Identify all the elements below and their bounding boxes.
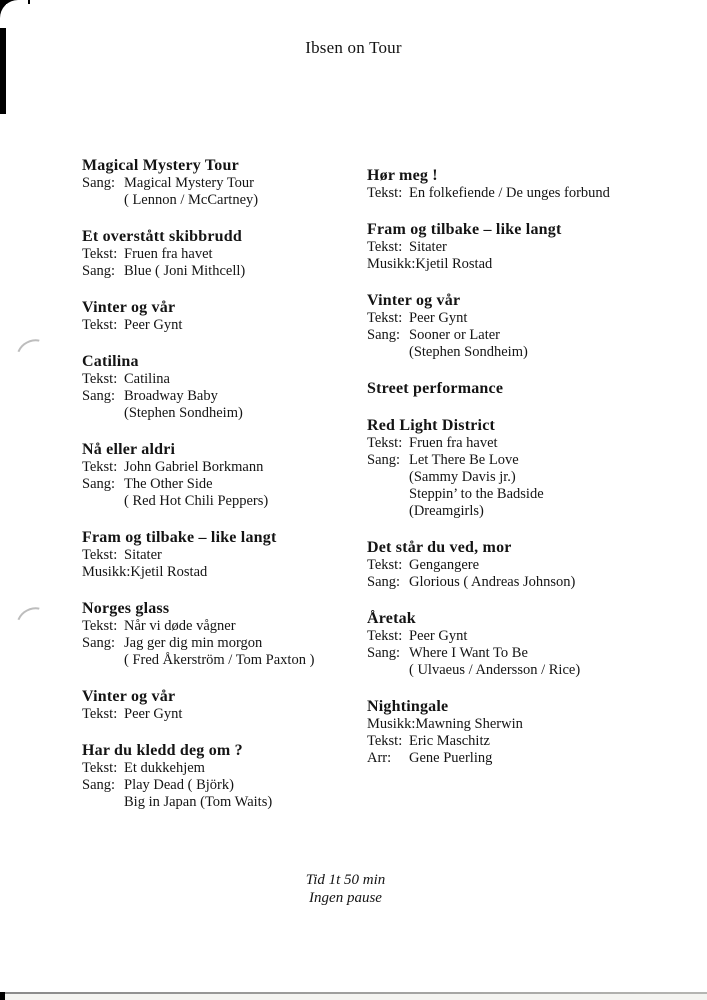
entry-title: Vinter og vår bbox=[82, 299, 176, 316]
section-heading bbox=[367, 379, 697, 398]
line-value: Play Dead ( Björk) bbox=[124, 777, 234, 793]
line-label: Tekst: bbox=[82, 706, 118, 722]
entry-line bbox=[82, 476, 382, 493]
program-entry bbox=[82, 687, 382, 723]
line-value: ( Fred Åkerström / Tom Paxton ) bbox=[124, 652, 315, 668]
entry-line bbox=[367, 185, 697, 202]
line-value: Sooner or Later bbox=[409, 327, 500, 343]
program-entry bbox=[82, 440, 382, 510]
line-label: Sang: bbox=[82, 263, 116, 279]
footer-duration: Tid 1t 50 min bbox=[305, 872, 386, 888]
line-label: Sang: bbox=[82, 175, 116, 191]
line-label: Sang: bbox=[367, 574, 401, 590]
entry-line bbox=[82, 371, 382, 388]
entry-line bbox=[367, 469, 697, 486]
line-value: Peer Gynt bbox=[124, 706, 183, 722]
entry-line bbox=[82, 388, 382, 405]
line-label: Tekst: bbox=[367, 185, 403, 201]
line-value: Kjetil Rostad bbox=[415, 256, 493, 272]
line-value: (Dreamgirls) bbox=[409, 503, 484, 519]
line-label: Arr: bbox=[367, 750, 392, 766]
line-label: Tekst: bbox=[82, 618, 118, 634]
entry-line bbox=[367, 452, 697, 469]
line-value: Broadway Baby bbox=[124, 388, 218, 404]
entry-title: Nå eller aldri bbox=[82, 441, 176, 458]
line-value: Kjetil Rostad bbox=[130, 564, 208, 580]
line-value: Når vi døde vågner bbox=[124, 618, 236, 634]
entry-title: Nightingale bbox=[367, 698, 449, 715]
program-entry bbox=[367, 697, 697, 767]
entry-line bbox=[82, 317, 382, 334]
entry-line bbox=[82, 493, 382, 510]
line-label: Sang: bbox=[367, 327, 401, 343]
entry-title: Norges glass bbox=[82, 600, 170, 617]
entry-title: Red Light District bbox=[367, 417, 496, 434]
line-label: Tekst: bbox=[367, 239, 403, 255]
line-value: Sitater bbox=[409, 239, 447, 255]
entry-line bbox=[82, 760, 382, 777]
line-label: Sang: bbox=[82, 476, 116, 492]
line-value: Peer Gynt bbox=[409, 628, 468, 644]
line-value: The Other Side bbox=[124, 476, 213, 492]
entry-line bbox=[367, 557, 697, 574]
entry-line bbox=[82, 618, 382, 635]
line-label: Tekst: bbox=[82, 246, 118, 262]
line-label: Musikk: bbox=[367, 716, 416, 732]
entry-line bbox=[367, 750, 697, 767]
entry-line bbox=[82, 777, 382, 794]
entry-title: Catilina bbox=[82, 353, 139, 370]
entry-title: Har du kledd deg om ? bbox=[82, 742, 243, 759]
entry-line bbox=[367, 344, 697, 361]
program-column-left bbox=[82, 156, 382, 829]
entry-title: Åretak bbox=[367, 610, 416, 627]
program-entry bbox=[367, 291, 697, 361]
entry-title: Vinter og vår bbox=[367, 292, 461, 309]
line-label: Tekst: bbox=[367, 628, 403, 644]
entry-line bbox=[367, 310, 697, 327]
line-value: Fruen fra havet bbox=[124, 246, 213, 262]
line-label: Sang: bbox=[367, 645, 401, 661]
entry-line bbox=[367, 435, 697, 452]
entry-line bbox=[367, 327, 697, 344]
line-value: Jag ger dig min morgon bbox=[124, 635, 263, 651]
scan-edge-artifact-bottom bbox=[0, 992, 707, 994]
program-entry bbox=[82, 599, 382, 669]
entry-line bbox=[82, 405, 382, 422]
entry-line bbox=[367, 486, 697, 503]
program-entry bbox=[82, 227, 382, 280]
entry-line bbox=[367, 256, 697, 273]
footer-note bbox=[0, 872, 699, 907]
entry-line bbox=[367, 645, 697, 662]
entry-title: Et overstått skibbrudd bbox=[82, 228, 242, 245]
line-value: Magical Mystery Tour bbox=[124, 175, 254, 191]
line-value: Catilina bbox=[124, 371, 170, 387]
program-column-right bbox=[367, 166, 697, 785]
entry-title: Street performance bbox=[367, 380, 504, 397]
line-value: Fruen fra havet bbox=[409, 435, 498, 451]
entry-line bbox=[367, 239, 697, 256]
entry-line bbox=[367, 733, 697, 750]
pen-mark-artifact bbox=[11, 602, 54, 643]
line-label: Tekst: bbox=[367, 557, 403, 573]
line-value: Blue ( Joni Mithcell) bbox=[124, 263, 246, 279]
line-value: John Gabriel Borkmann bbox=[124, 459, 264, 475]
footer-pause: Ingen pause bbox=[309, 889, 382, 906]
line-value: ( Ulvaeus / Andersson / Rice) bbox=[409, 662, 581, 678]
line-value: Et dukkehjem bbox=[124, 760, 205, 776]
line-label: Sang: bbox=[367, 452, 401, 468]
line-value: Where I Want To Be bbox=[409, 645, 528, 661]
line-label: Sang: bbox=[82, 388, 116, 404]
line-label: Musikk: bbox=[82, 564, 131, 580]
line-label: Tekst: bbox=[367, 310, 403, 326]
entry-line bbox=[82, 794, 382, 811]
entry-line bbox=[82, 564, 382, 581]
line-label: Tekst: bbox=[367, 435, 403, 451]
line-label: Tekst: bbox=[82, 547, 118, 563]
entry-title: Fram og tilbake – like langt bbox=[367, 221, 562, 238]
line-value: ( Red Hot Chili Peppers) bbox=[124, 493, 269, 509]
line-value: Gengangere bbox=[409, 557, 480, 573]
line-value: Eric Maschitz bbox=[409, 733, 490, 749]
program-entry bbox=[367, 220, 697, 273]
line-label: Sang: bbox=[82, 777, 116, 793]
entry-line bbox=[82, 635, 382, 652]
entry-title: Fram og tilbake – like langt bbox=[82, 529, 277, 546]
line-label: Tekst: bbox=[82, 760, 118, 776]
line-value: Peer Gynt bbox=[124, 317, 183, 333]
pen-mark-artifact bbox=[11, 334, 54, 375]
line-label: Sang: bbox=[82, 635, 116, 651]
line-value: Glorious ( Andreas Johnson) bbox=[409, 574, 576, 590]
program-entry bbox=[82, 298, 382, 334]
program-entry bbox=[367, 538, 697, 591]
entry-line bbox=[367, 716, 697, 733]
entry-title: Hør meg ! bbox=[367, 167, 438, 184]
entry-title: Vinter og vår bbox=[82, 688, 176, 705]
line-value: En folkefiende / De unges forbund bbox=[409, 185, 610, 201]
line-label: Musikk: bbox=[367, 256, 416, 272]
line-value: Big in Japan (Tom Waits) bbox=[124, 794, 273, 810]
line-label: Tekst: bbox=[367, 733, 403, 749]
entry-line bbox=[82, 246, 382, 263]
entry-line bbox=[367, 503, 697, 520]
line-value: Let There Be Love bbox=[409, 452, 519, 468]
line-value: (Sammy Davis jr.) bbox=[409, 469, 516, 485]
entry-line bbox=[367, 662, 697, 679]
entry-line bbox=[82, 192, 382, 209]
line-value: (Stephen Sondheim) bbox=[409, 344, 528, 360]
line-label: Tekst: bbox=[82, 459, 118, 475]
program-entry bbox=[367, 166, 697, 202]
program-entry bbox=[367, 416, 697, 520]
entry-line bbox=[82, 459, 382, 476]
program-entry bbox=[367, 609, 697, 679]
line-value: Peer Gynt bbox=[409, 310, 468, 326]
line-value: Mawning Sherwin bbox=[415, 716, 523, 732]
program-entry bbox=[82, 528, 382, 581]
line-value: Sitater bbox=[124, 547, 162, 563]
line-value: Steppin’ to the Badside bbox=[409, 486, 544, 502]
scan-bottom-edge bbox=[0, 994, 707, 1000]
entry-title: Magical Mystery Tour bbox=[82, 157, 239, 174]
program-entry bbox=[82, 352, 382, 422]
line-value: ( Lennon / McCartney) bbox=[124, 192, 259, 208]
entry-line bbox=[82, 263, 382, 280]
scan-edge-artifact-chip bbox=[0, 992, 5, 1000]
page-title: Ibsen on Tour bbox=[305, 38, 402, 57]
program-entry bbox=[82, 156, 382, 209]
line-value: Gene Puerling bbox=[409, 750, 493, 766]
entry-line bbox=[82, 175, 382, 192]
entry-line bbox=[367, 628, 697, 645]
line-label: Tekst: bbox=[82, 317, 118, 333]
line-value: (Stephen Sondheim) bbox=[124, 405, 243, 421]
entry-title: Det står du ved, mor bbox=[367, 539, 512, 556]
entry-line bbox=[367, 574, 697, 591]
entry-line bbox=[82, 706, 382, 723]
entry-line bbox=[82, 547, 382, 564]
program-entry bbox=[82, 741, 382, 811]
entry-line bbox=[82, 652, 382, 669]
line-label: Tekst: bbox=[82, 371, 118, 387]
